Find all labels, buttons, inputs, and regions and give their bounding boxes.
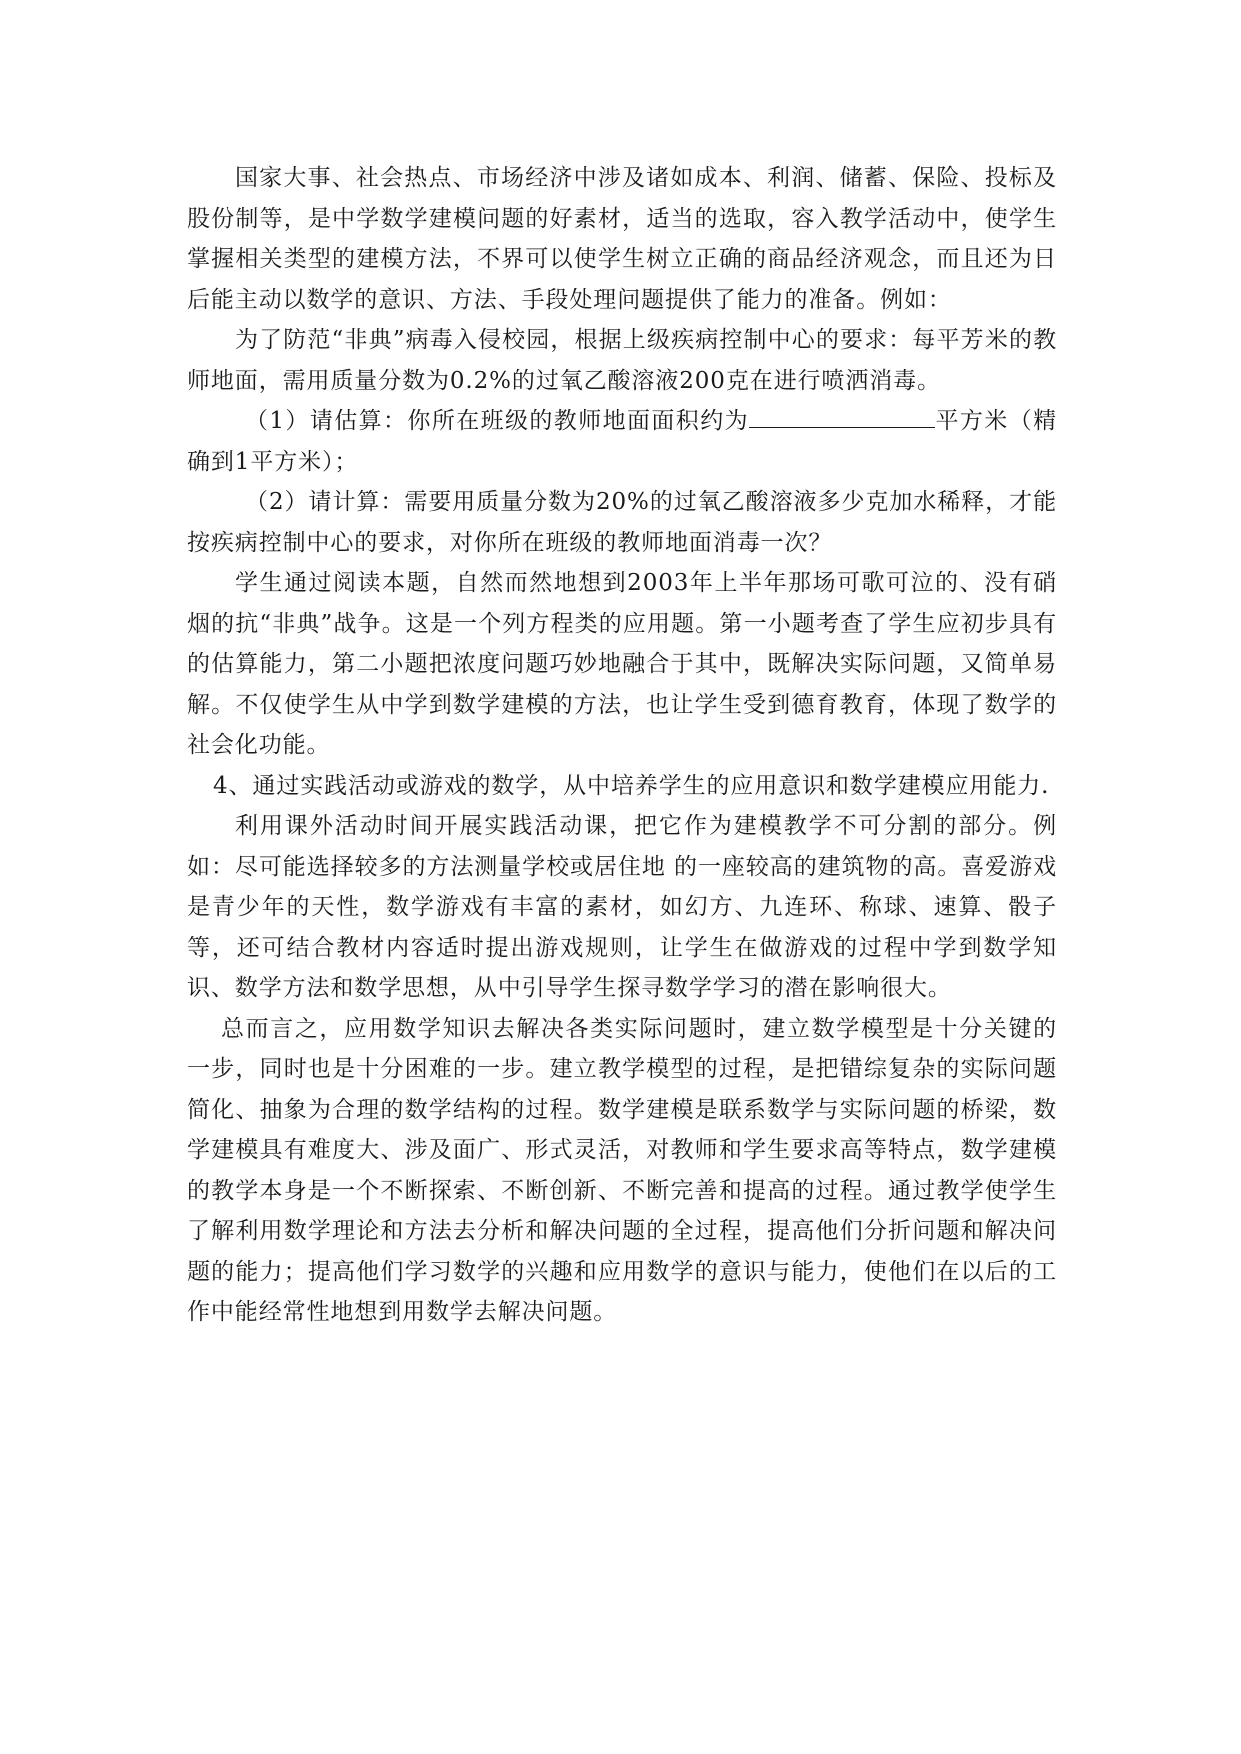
document-body (187, 158, 1057, 1333)
paragraph-question-1 (187, 401, 1057, 482)
paragraph-example-problem: 为了防范“非典”病毒入侵校园，根据上级疾病控制中心的要求：每平芳米的教师地面，需用质量分数为0.2%的过氧乙酸溶液200克在进行喷洒消毒。 (187, 327, 1057, 394)
paragraph-analysis: 学生通过阅读本题，自然而然地想到2003年上半年那场可歌可泣的、没有硝烟的抗“非典”战争。这是一个列方程类的应用题。第一小题考查了学生应初步具有的估算能力，第二小题把浓度问题巧妙地融合于其中，既解决实际问题，又简单易解。不仅使学生从中学到数学建模的方法，也让学生受到德育教育，体现了数学的社会化功能。 (187, 570, 1057, 758)
section-heading-4: 4、通过实践活动或游戏的数学，从中培养学生的应用意识和数学建模应用能力. (213, 772, 1050, 799)
question-1-suffix: 平方米（精确到1平方米）； (187, 408, 1057, 475)
question-1-text: （1）请估算：你所在班级的教师地面面积约为 (245, 408, 749, 434)
paragraph-conclusion: 总而言之，应用数学知识去解决各类实际问题时，建立数学模型是十分关键的一步，同时也是十分困难的一步。建立教学模型的过程，是把错综复杂的实际问题简化、抽象为合理的数学结构的过程。数学建模是联系数学与实际问题的桥梁，数学建模具有难度大、涉及面广、形式灵活，对教师和学生要求高等特点，数学建模的教学本身是一个不断探索、不断创新、不断完善和提高的过程。通过教学使学生了解利用数学理论和方法去分析和解决问题的全过程，提高他们分折问题和解决问题的能力；提高他们学习数学的兴趣和应用数学的意识与能力，使他们在以后的工作中能经常性地想到用数学去解决问题。 (187, 1015, 1057, 1325)
paragraph-question-2: （2）请计算：需要用质量分数为20%的过氧乙酸溶液多少克加水稀释，才能按疾病控制中心的要求，对你所在班级的教师地面消毒一次？ (187, 489, 1057, 556)
paragraph-practice-activities: 利用课外活动时间开展实践活动课，把它作为建模教学不可分割的部分。例如：尽可能选择较多的方法测量学校或居住地 的一座较高的建筑物的高。喜爱游戏是青少年的天性，数学游戏有丰富的素材，如幻方、九连环、称球、速算、骰子等，还可结合教材内容适时提出游戏规则，让学生在做游戏的过程中学到数学知识、数学方法和数学思想，从中引导学生探寻数学学习的潜在影响很大。 (187, 813, 1057, 1001)
answer-blank (749, 405, 935, 428)
paragraph-intro: 国家大事、社会热点、市场经济中涉及诸如成本、利润、储蓄、保险、投标及股份制等，是中学数学建模问题的好素材，适当的选取，容入教学活动中，使学生掌握相关类型的建模方法，不界可以使学生树立正确的商品经济观念，而且还为日后能主动以数学的意识、方法、手段处理问题提供了能力的准备。例如： (187, 165, 1057, 313)
